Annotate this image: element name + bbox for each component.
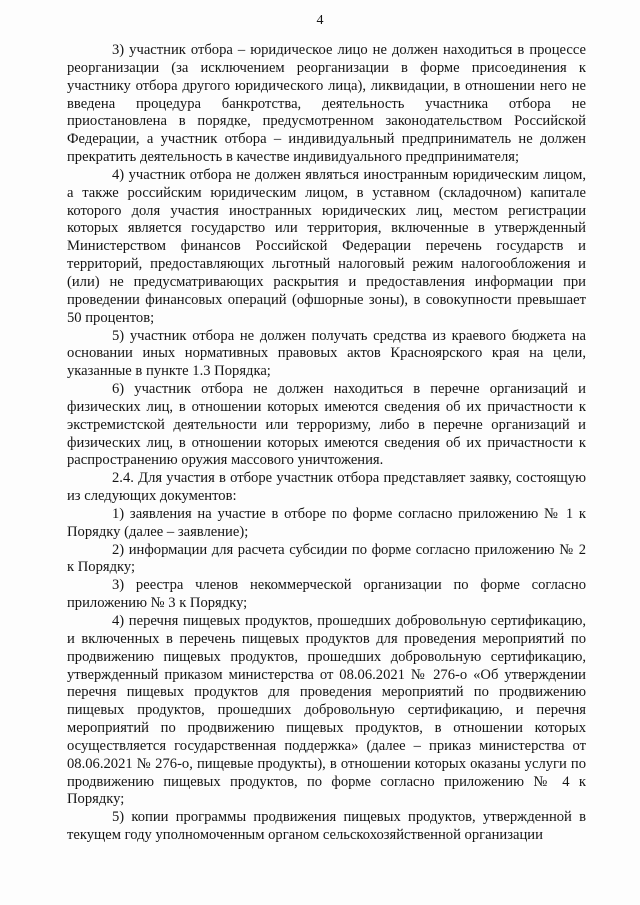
paragraph-item-subsidy-calculation: 2) информации для расчета субсидии по форме согласно приложению № 2 к Порядку; bbox=[67, 541, 586, 576]
paragraph-participant-reorganization: 3) участник отбора – юридическое лицо не должен находиться в процессе реорганизации (за исключением реорганизации в форме присоединения к участнику отбора другого юридического лица), ликвидации, в отношении него не введена процедура банкротства, деятельность участника отбора не приостановлена в порядке, предусмотренном законодательством Российской Федерации, а участник отбора – индивидуальный предприниматель не должен прекратить деятельность в качестве индивидуального предпринимателя; bbox=[67, 42, 586, 166]
paragraph-item-promotion-program: 5) копии программы продвижения пищевых продуктов, утвержденной в текущем году уполномоченным органом сельскохозяйственной организации bbox=[67, 809, 586, 844]
paragraph-participant-regional-budget: 5) участник отбора не должен получать средства из краевого бюджета на основании иных нормативных правовых актов Красноярского края на цели, указанные в пункте 1.3 Порядка; bbox=[67, 327, 586, 380]
paragraph-application-documents: 2.4. Для участия в отборе участник отбора представляет заявку, состоящую из следующих документов: bbox=[67, 470, 586, 505]
document-body bbox=[67, 42, 586, 845]
paragraph-participant-foreign-entity: 4) участник отбора не должен являться иностранным юридическим лицом, а также российским юридическим лицом, в уставном (складочном) капитале которого доля участия иностранных юридических лиц, местом регистрации которых является государство или территория, включенные в утвержденный Министерством финансов Российской Федерации перечень государств и территорий, предоставляющих льготный налоговый режим налогообложения и (или) не предусматривающих раскрытия и предоставления информации при проведении финансовых операций (офшорные зоны), в совокупности превышает 50 процентов; bbox=[67, 166, 586, 326]
page-number: 4 bbox=[316, 13, 324, 28]
paragraph-participant-extremism-list: 6) участник отбора не должен находиться в перечне организаций и физических лиц, в отношении которых имеются сведения об их причастности к экстремистской деятельности или терроризму, либо в перечне организаций и физических лиц, в отношении которых имеются сведения об их причастности к распространению оружия массового уничтожения. bbox=[67, 381, 586, 469]
paragraph-item-food-products-list: 4) перечня пищевых продуктов, прошедших добровольную сертификацию, и включенных в перечень пищевых продуктов для проведения мероприятий по продвижению пищевых продуктов, прошедших добровольную сертификацию, утвержденный приказом министерства от 08.06.2021 № 276-о «Об утверждении перечня пищевых продуктов для проведения мероприятий по продвижению пищевых продуктов, прошедших добровольную сертификацию, и перечня мероприятий по продвижению пищевых продуктов, в отношении которых осуществляется государственная поддержка» (далее – приказ министерства от 08.06.2021 № 276-о, пищевые продукты), в отношении которых оказаны услуги по продвижению пищевых продуктов, по форме согласно приложению № 4 к Порядку; bbox=[67, 613, 586, 808]
paragraph-item-application-form: 1) заявления на участие в отборе по форме согласно приложению № 1 к Порядку (далее – заявление); bbox=[67, 505, 586, 540]
paragraph-item-members-register: 3) реестра членов некоммерческой организации по форме согласно приложению № 3 к Порядку; bbox=[67, 577, 586, 612]
